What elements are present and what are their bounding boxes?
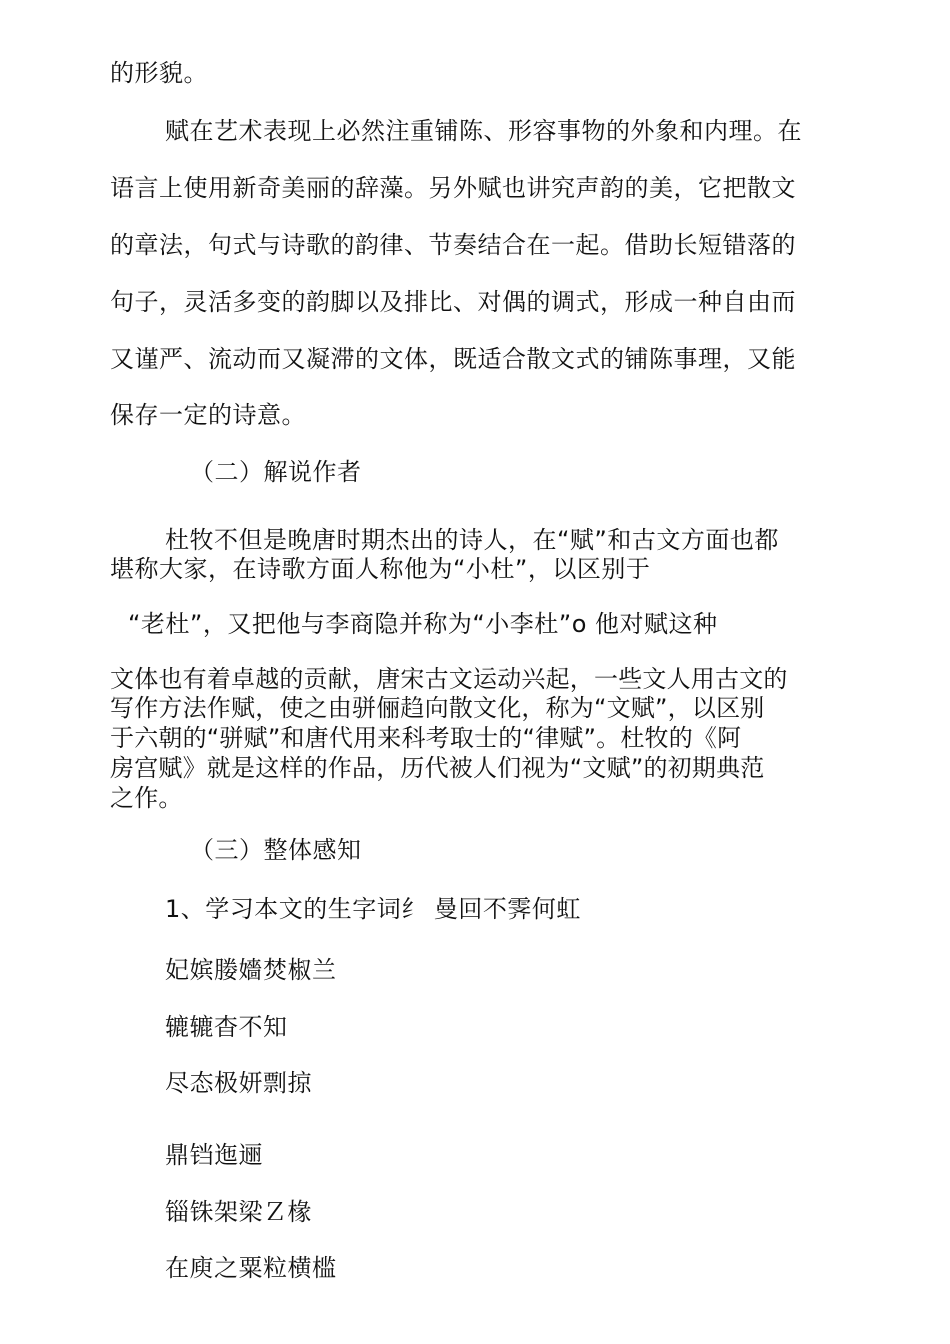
paragraph-author-line-8: 之作。 [110, 784, 183, 812]
paragraph-author-line-6: 于六朝的“骈赋”和唐代用来科考取士的“律赋”。杜牧的《阿 [110, 724, 742, 752]
vocab-item-5: 鼎铛迤逦 [165, 1141, 263, 1169]
paragraph-author-line-7: 房宫赋》就是这样的作品，历代被人们视为“文赋”的初期典范 [110, 754, 765, 782]
section-heading-overview: （三）整体感知 [190, 836, 362, 864]
paragraph-fu-line-1: 赋在艺术表现上必然注重铺陈、形容事物的外象和内理。在 [165, 117, 802, 145]
section-heading-author: （二）解说作者 [190, 458, 362, 486]
paragraph-author-line-4: 文体也有着卓越的贡献，唐宋古文运动兴起，一些文人用古文的 [110, 665, 788, 693]
vocab-item-1: 1、学习本文的生字词纟 曼回不霁何虹 [165, 895, 581, 923]
paragraph-author-line-3: “老杜”，又把他与李商隐并称为“小李杜”o 他对赋这种 [128, 610, 718, 638]
vocab-item-6: 锱铢架梁Ｚ椽 [165, 1198, 312, 1226]
paragraph-author-line-1: 杜牧不但是晚唐时期杰出的诗人，在“赋”和古文方面也都 [165, 526, 779, 554]
paragraph-fu-line-4: 句子，灵活多变的韵脚以及排比、对偶的调式，形成一种自由而 [110, 288, 796, 316]
paragraph-fu-line-5: 又谨严、流动而又凝滞的文体，既适合散文式的铺陈事理，又能 [110, 345, 796, 373]
vocab-item-3: 辘辘杳不知 [165, 1013, 288, 1041]
paragraph-tail: 的形貌。 [110, 59, 208, 87]
paragraph-author-line-2: 堪称大家，在诗歌方面人称他为“小杜”，以区别于 [110, 555, 651, 583]
paragraph-author-line-5: 写作方法作赋，使之由骈俪趋向散文化，称为“文赋”，以区别 [110, 694, 765, 722]
paragraph-fu-line-3: 的章法，句式与诗歌的韵律、节奏结合在一起。借助长短错落的 [110, 231, 796, 259]
vocab-item-4: 尽态极妍剽掠 [165, 1069, 312, 1097]
paragraph-fu-line-2: 语言上使用新奇美丽的辞藻。另外赋也讲究声韵的美，它把散文 [110, 174, 796, 202]
vocab-item-2: 妃嫔媵嬙焚椒兰 [165, 956, 337, 984]
paragraph-fu-line-6: 保存一定的诗意。 [110, 401, 306, 429]
vocab-item-7: 在庾之粟粒横槛 [165, 1254, 337, 1282]
